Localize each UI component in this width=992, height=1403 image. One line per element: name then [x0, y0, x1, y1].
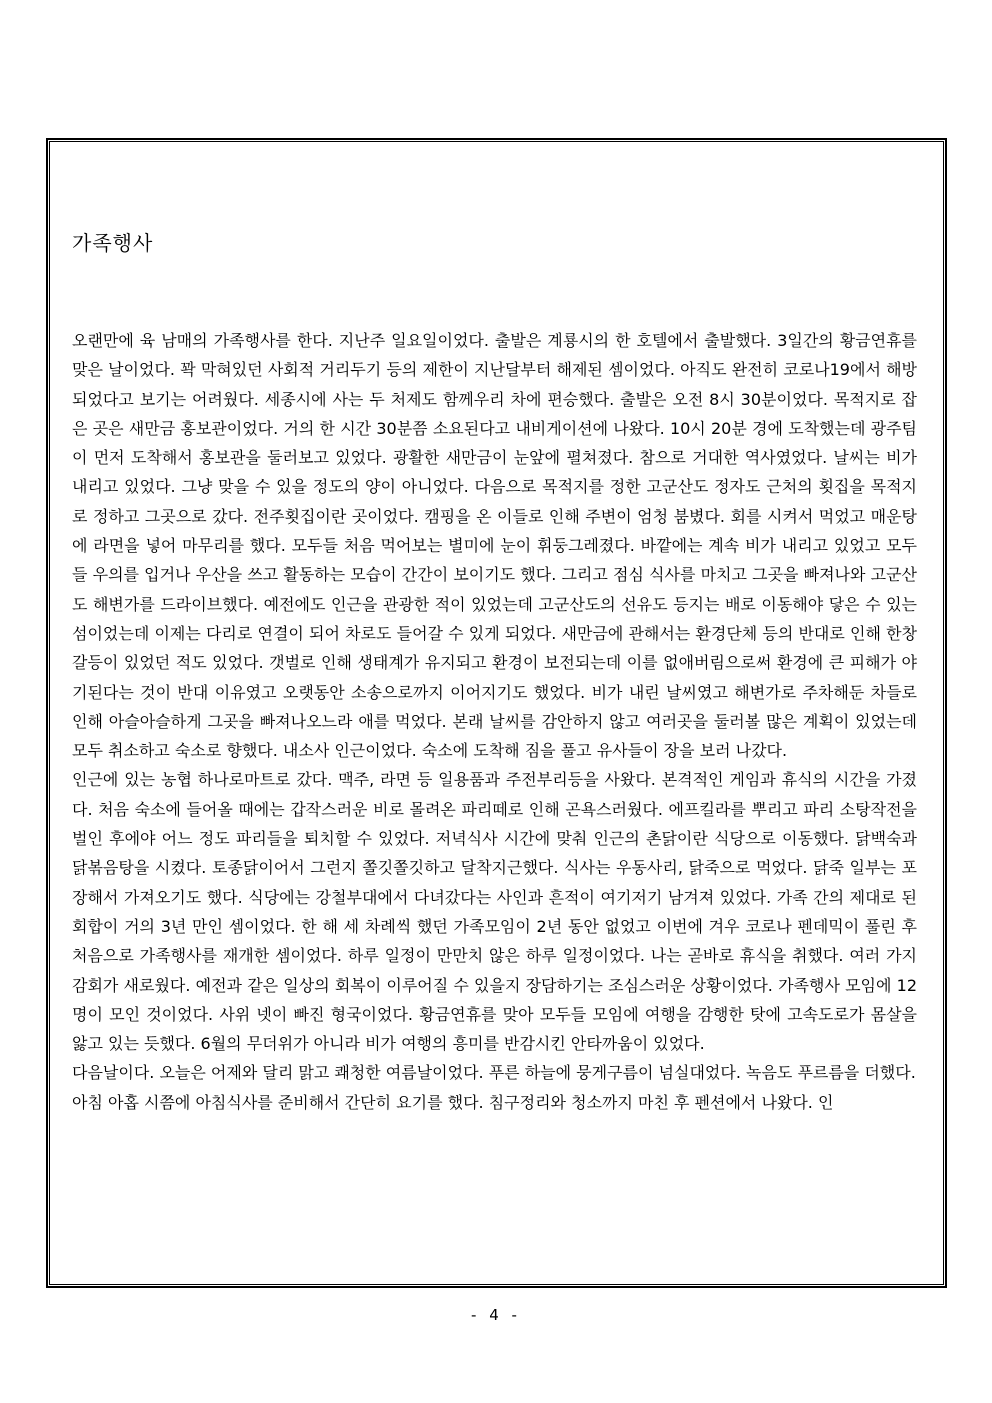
document-title: 가족행사 — [72, 231, 154, 255]
body-paragraph-1: 오랜만에 육 남매의 가족행사를 한다. 지난주 일요일이었다. 출발은 계룡시의 한 호텔에서 출발했다. 3일간의 황금연휴를 맞은 날이었다. 꽉 막혀있던 사회적 거리두기 등의 제한이 지난달부터 해제된 셈이었다. 아직도 완전히 코로나19에서 해방되었다고 보기는 어려웠다. 세종시에 사는 두 처제도 함께우리 차에 편승했다. 출발은 오전 8시 30분이었다. 목적지로 잡은 곳은 새만금 홍보관이었다. 거의 한 시간 30분쯤 소요된다고 내비게이션에 나왔다. 10시 20분 경에 도착했는데 광주팀이 먼저 도착해서 홍보관을 둘러보고 있었다. 광활한 새만금이 눈앞에 펼쳐졌다. 참으로 거대한 역사였었다. 날씨는 비가 내리고 있었다. 그냥 맞을 수 있을 정도의 양이 아니었다. 다음으로 목적지를 정한 고군산도 정자도 근처의 횟집을 목적지로 정하고 그곳으로 갔다. 전주횟집이란 곳이었다. 캠핑을 온 이들로 인해 주변이 엄청 붐볐다. 회를 시켜서 먹었고 매운탕에 라면을 넣어 마무리를 했다. 모두들 처음 먹어보는 별미에 눈이 휘둥그레졌다. 바깥에는 계속 비가 내리고 있었고 모두들 우의를 입거나 우산을 쓰고 활동하는 모습이 간간이 보이기도 했다. 그리고 점심 식사를 마치고 그곳을 빠져나와 고군산도 해변가를 드라이브했다. 예전에도 인근을 관광한 적이 있었는데 고군산도의 선유도 등지는 배로 이동해야 닿은 수 있는 섬이었는데 이제는 다리로 연결이 되어 차로도 들어갈 수 있게 되었다. 새만금에 관해서는 환경단체 등의 반대로 인해 한창 갈등이 있었던 적도 있었다. 갯벌로 인해 생태계가 유지되고 환경이 보전되는데 이를 없애버림으로써 환경에 큰 피해가 야기된다는 것이 반대 이유였고 오랫동안 소송으로까지 이어지기도 했었다. 비가 내린 날씨였고 해변가로 주차해둔 차들로 인해 아슬아슬하게 그곳을 빠져나오느라 애를 먹었다. 본래 날씨를 감안하지 않고 여러곳을 둘러볼 많은 계획이 있었는데 모두 취소하고 숙소로 향했다. 내소사 인근이었다. 숙소에 도착해 짐을 풀고 유사들이 장을 보러 나갔다. — [72, 331, 917, 761]
body-paragraph-2: 인근에 있는 농협 하나로마트로 갔다. 맥주, 라면 등 일용품과 주전부리등을 사왔다. 본격적인 게임과 휴식의 시간을 가졌다. 처음 숙소에 들어올 때에는 갑작스러운 비로 몰려온 파리떼로 인해 곤욕스러웠다. 에프킬라를 뿌리고 파리 소탕작전을 벌인 후에야 어느 정도 파리들을 퇴치할 수 있었다. 저녁식사 시간에 맞춰 인근의 촌닭이란 식당으로 이동했다. 닭백숙과 닭볶음탕을 시켰다. 토종닭이어서 그런지 쫄깃쫄깃하고 달착지근했다. 식사는 우동사리, 닭죽으로 먹었다. 닭죽 일부는 포장해서 가져오기도 했다. 식당에는 강철부대에서 다녀갔다는 사인과 흔적이 여기저기 남겨져 있었다. 가족 간의 제대로 된 회합이 거의 3년 만인 셈이었다. 한 해 세 차례씩 했던 가족모임이 2년 동안 없었고 이번에 겨우 코로나 펜데믹이 풀린 후 처음으로 가족행사를 재개한 셈이었다. 하루 일정이 만만치 않은 하루 일정이었다. 나는 곧바로 휴식을 취했다. 여러 가지 감회가 새로웠다. 예전과 같은 일상의 회복이 이루어질 수 있을지 장담하기는 조심스러운 상황이었다. 가족행사 모임에 12명이 모인 것이었다. 사위 넷이 빠진 형국이었다. 황금연휴를 맞아 모두들 모임에 여행을 감행한 탓에 고속도로가 몸살을 앓고 있는 듯했다. 6월의 무더위가 아니라 비가 여행의 흥미를 반감시킨 안타까움이 있었다. — [72, 770, 917, 1054]
body-paragraph-4: 아침 아홉 시쯤에 아침식사를 준비해서 간단히 요기를 했다. 침구정리와 청소까지 마친 후 펜션에서 나왔다. 인 — [72, 1092, 834, 1112]
body-paragraph-3: 다음날이다. 오늘은 어제와 달리 맑고 쾌청한 여름날이었다. 푸른 하늘에 뭉게구름이 넘실대었다. 녹음도 푸르름을 더했다. — [72, 1063, 916, 1083]
page-border-frame — [46, 138, 947, 1288]
page-border-frame-inner — [49, 141, 944, 1285]
document-body — [72, 326, 917, 1117]
page-number: - 4 - — [471, 1306, 521, 1324]
